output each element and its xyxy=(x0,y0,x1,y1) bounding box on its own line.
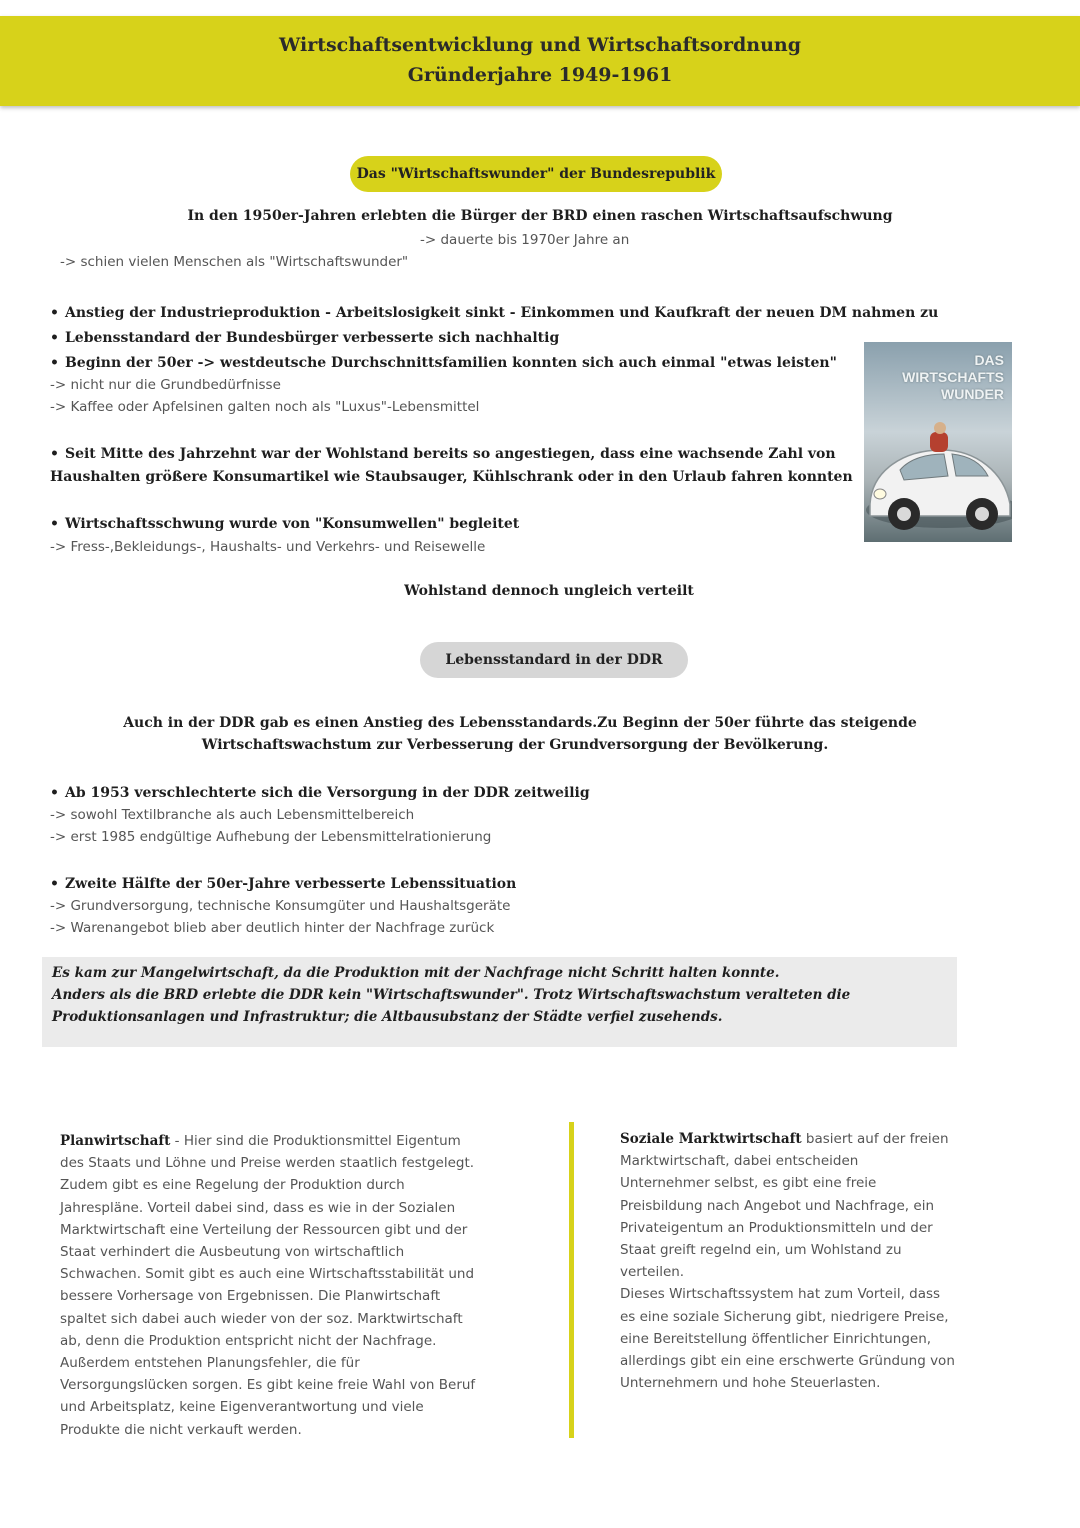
header-title-line1: Wirtschaftsentwicklung und Wirtschaftsordnung xyxy=(278,34,802,56)
section1-bullet-4-line1: • Seit Mitte des Jahrzehnt war der Wohlstand bereits so angestiegen, dass eine wachsende Zahl von xyxy=(50,446,836,462)
section1-bullet-2: • Lebensstandard der Bundesbürger verbesserte sich nachhaltig xyxy=(50,330,559,346)
book-cover-image xyxy=(864,342,1012,542)
section2-bullet-2: • Zweite Hälfte der 50er-Jahre verbesserte Lebenssituation xyxy=(50,876,516,892)
section2-intro-line1: Auch in der DDR gab es einen Anstieg des Lebensstandards.Zu Beginn der 50er führte das steigende xyxy=(123,715,917,731)
note-line-3: Produktionsanlagen und Infrastruktur; die Altbausubstanz der Städte verfiel zusehends. xyxy=(52,1009,723,1025)
soziale-marktwirtschaft-column: Soziale Marktwirtschaft basiert auf der freien Marktwirtschaft, dabei entscheiden Unternehmer selbst, es gibt eine freie Preisbildung nach Angebot und Nachfrage, ein Privateigentum an Produktionsmitteln und der Staat greift regelnd ein, um Wohlstand zu verteilen. Dieses Wirtschaftssystem hat zum Vorteil, dass es eine soziale Sicherung gibt, niedrigere Preise, eine Bereitstellung öffentlicher Einrichtungen, allerdings gibt ein eine erschwerte Gründung von Unternehmern und hohe Steuerlasten. xyxy=(620,1131,955,1392)
planwirtschaft-column: Planwirtschaft - Hier sind die Produktionsmittel Eigentum des Staats und Löhne und Preise werden staatlich festgelegt. Zudem gibt es eine Regelung der Produktion durch Jahrespläne. Vorteil dabei sind, dass es wie in der Sozialen Marktwirtschaft eine Verteilung der Ressourcen gibt und der Staat verhindert die Ausbeutung von wirtschaftlich Schwachen. Somit gibt es auch eine Wirtschaftsstabilität und bessere Vorhersage von Ergebnissen. Die Planwirtschaft spaltet sich dabei auch wieder von der soz. Marktwirtschaft ab, denn die Produktion entspricht nicht der Nachfrage. Außerdem entstehen Planungsfehler, die für Versorgungslücken sorgen. Es gibt keine freie Wahl von Beruf und Arbeitsplatz, keine Eigenverantwortung und viele Produkte die nicht verkauft werden. xyxy=(60,1133,476,1438)
section1-bullet-5: • Wirtschaftsschwung wurde von "Konsumwellen" begleitet xyxy=(50,516,519,532)
column-divider xyxy=(569,1122,574,1438)
section2-bullet-1-sub2: -> erst 1985 endgültige Aufhebung der Lebensmittelrationierung xyxy=(50,829,492,845)
book-cover-title: DAS WIRTSCHAFTS WUNDER xyxy=(902,352,1004,402)
section1-intro-sub2: -> schien vielen Menschen als "Wirtschaftswunder" xyxy=(60,254,409,270)
summary-note-box xyxy=(42,957,957,1047)
note-line-1: Es kam zur Mangelwirtschaft, da die Produktion mit der Nachfrage nicht Schritt halten konnte. xyxy=(52,965,780,981)
section1-bullet-3-sub1: -> nicht nur die Grundbedürfnisse xyxy=(50,377,281,393)
section1-bullet-5-sub: -> Fress-,Bekleidungs-, Haushalts- und Verkehrs- und Reisewelle xyxy=(50,539,486,555)
section1-bullet-3-sub2: -> Kaffee oder Apfelsinen galten noch als "Luxus"-Lebensmittel xyxy=(50,399,480,415)
soziale-marktwirtschaft-heading: Soziale Marktwirtschaft xyxy=(620,1131,802,1147)
section1-intro-sub1: -> dauerte bis 1970er Jahre an xyxy=(420,232,630,248)
header-title-line2: Gründerjahre 1949-1961 xyxy=(407,64,673,86)
section-pill-ddr: Lebensstandard in der DDR xyxy=(420,642,688,678)
section-pill-wirtschaftswunder: Das "Wirtschaftswunder" der Bundesrepublik xyxy=(350,156,722,192)
section2-intro-line2: Wirtschaftswachstum zur Verbesserung der Grundversorgung der Bevölkerung. xyxy=(201,737,829,753)
section1-bullet-4-line2: Haushalten größere Konsumartikel wie Staubsauger, Kühlschrank oder in den Urlaub fahren konnten xyxy=(50,469,853,485)
section1-intro: In den 1950er-Jahren erlebten die Bürger der BRD einen raschen Wirtschaftsaufschwung xyxy=(187,208,893,224)
section1-bullet-1: • Anstieg der Industrieproduktion - Arbeitslosigkeit sinkt - Einkommen und Kaufkraft der neuen DM nahmen zu xyxy=(50,305,938,321)
note-line-2: Anders als die BRD erlebte die DDR kein "Wirtschaftswunder". Trotz Wirtschaftswachstum veralteten die xyxy=(52,987,851,1003)
section1-conclusion: Wohlstand dennoch ungleich verteilt xyxy=(404,583,694,599)
section2-bullet-1: • Ab 1953 verschlechterte sich die Versorgung in der DDR zeitweilig xyxy=(50,785,590,801)
section2-bullet-2-sub2: -> Warenangebot blieb aber deutlich hinter der Nachfrage zurück xyxy=(50,920,495,936)
page-header xyxy=(0,16,1080,106)
planwirtschaft-heading: Planwirtschaft xyxy=(60,1133,171,1149)
section2-bullet-1-sub1: -> sowohl Textilbranche als auch Lebensmittelbereich xyxy=(50,807,415,823)
beetle-car-icon xyxy=(864,392,1012,542)
section2-bullet-2-sub1: -> Grundversorgung, technische Konsumgüter und Haushaltsgeräte xyxy=(50,898,511,914)
section1-bullet-3: • Beginn der 50er -> westdeutsche Durchschnittsfamilien konnten sich auch einmal "etwas leisten" xyxy=(50,355,837,371)
